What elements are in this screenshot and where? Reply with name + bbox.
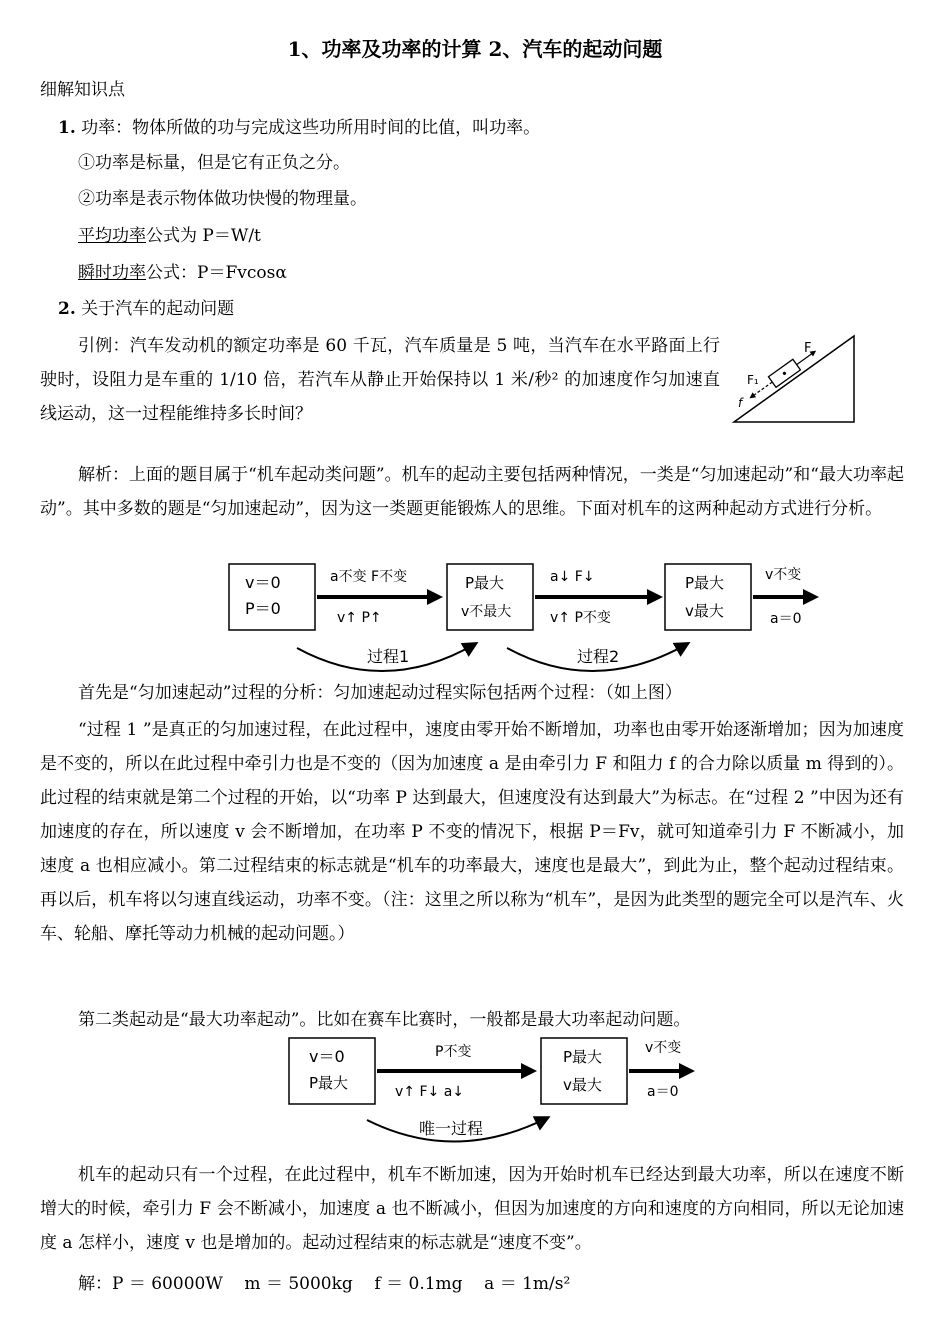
item1-number: 1. — [58, 118, 76, 138]
example-problem: 引例：汽车发动机的额定功率是 60 千瓦，汽车质量是 5 吨，当汽车在水平路面上行驶时，设阻力是车重的 1/10 倍，若汽车从静止开始保持以 1 米/秒² 的加速度作匀加速直线运动，这一过程能维持多长时间？ — [40, 336, 720, 424]
item2 — [58, 297, 234, 321]
box2-line2: v最大 — [563, 1076, 602, 1094]
item1 — [58, 116, 540, 140]
item2-text: 关于汽车的起动问题 — [81, 299, 235, 319]
average-power-formula — [78, 224, 261, 248]
arrow2-bottom: a＝0 — [647, 1084, 679, 1100]
arrow1-bottom: v↑ F↓ a↓ — [395, 1084, 465, 1100]
box2-line1: P最大 — [563, 1048, 603, 1066]
arrow1-bottom: v↑ P↑ — [337, 610, 382, 626]
average-power-term: 平均功率 — [78, 226, 146, 246]
first-analysis-paragraph: 首先是“匀加速起动”过程的分析：匀加速起动过程实际包括两个过程：（如上图） — [78, 683, 682, 703]
box3-line2: v最大 — [685, 602, 724, 620]
item1-point1: ①功率是标量，但是它有正负之分。 — [78, 153, 350, 173]
arrow1-top: a不变 F不变 — [330, 569, 408, 585]
arrow3-top: v不变 — [765, 567, 802, 583]
second-type-paragraph: 第二类起动是“最大功率起动”。比如在赛车比赛时，一般都是最大功率起动问题。 — [78, 1010, 691, 1030]
instant-power-formula — [78, 261, 287, 285]
process-diagram-1 — [225, 556, 825, 676]
friction-f-label: f — [738, 396, 743, 410]
page-title: 1、功率及功率的计算 2、汽车的起动问题 — [287, 37, 663, 61]
instant-power-term: 瞬时功率 — [78, 263, 146, 283]
process-diagram-2 — [285, 1034, 705, 1146]
only-process-label: 唯一过程 — [419, 1119, 484, 1138]
box1-line1: v＝0 — [309, 1047, 345, 1066]
process-paragraph: “过程 1 ”是真正的匀加速过程，在此过程中，速度由零开始不断增加，功率也由零开始逐渐增加；因为加速度是不变的，所以在此过程中牵引力也是不变的（因为加速度 a 是由牵引力 F 和阻力 f 的合力除以质量 m 得到的）。此过程的结束就是第二个过程的开始，以“功率 P 达到最大，但速度没有达到最大”为标志。在“过程 2 ”中因为还有加速度的存在，所以速度 v 会不断增加，在功率 P 不变的情况下，根据 P＝Fv，就可知道牵引力 F 不断减小，加速度 a 也相应减小。第二过程结束的标志就是“机车的功率最大，速度也是最大”，到此为止，整个起动过程结束。再以后，机车将以匀速直线运动，功率不变。（注：这里之所以称为“机车”，是因为此类型的题完全可以是汽车、火车、轮船、摩托等动力机械的起动问题。） — [40, 720, 904, 944]
incline-diagram — [730, 330, 860, 426]
box3-line1: P最大 — [685, 574, 725, 592]
box2-line1: P最大 — [465, 574, 505, 592]
box1-line2: P最大 — [309, 1074, 349, 1092]
item1-point2: ②功率是表示物体做功快慢的物理量。 — [78, 189, 367, 209]
arrow2-top: v不变 — [645, 1040, 682, 1056]
process2-label: 过程2 — [577, 647, 620, 666]
section-label: 细解知识点 — [40, 80, 125, 100]
instant-power-rest: 公式：P＝Fvcosα — [146, 263, 287, 283]
force-F-label: F — [804, 341, 812, 356]
single-process-paragraph: 机车的起动只有一个过程，在此过程中，机车不断加速，因为开始时机车已经达到最大功率，所以在速度不断增大的时候，牵引力 F 会不断减小，加速度 a 也不断减小，但因为加速度的方向和速度的方向相同，所以无论加速度 a 怎样小，速度 v 也是增加的。起动过程结束的标志就是“速度不变”。 — [40, 1165, 904, 1253]
average-power-rest: 公式为 P＝W/t — [146, 226, 261, 246]
arrow3-bottom: a＝0 — [770, 611, 802, 627]
box1-line2: P＝0 — [245, 599, 281, 618]
box1-line1: v＝0 — [245, 573, 281, 592]
item1-text: 功率：物体所做的功与完成这些功所用时间的比值，叫功率。 — [81, 118, 541, 138]
arrow2-bottom: v↑ P不变 — [550, 610, 611, 626]
arrow1-top: P不变 — [435, 1044, 472, 1060]
item2-number: 2. — [58, 299, 76, 319]
force-F1-label: F₁ — [747, 373, 759, 387]
analysis-paragraph: 解析：上面的题目属于“机车起动类问题”。机车的起动主要包括两种情况，一类是“匀加速起动”和“最大功率起动”。其中多数的题是“匀加速起动”，因为这一类题更能锻炼人的思维。下面对机车的这两种起动方式进行分析。 — [40, 465, 904, 519]
process1-label: 过程1 — [367, 647, 410, 666]
arrow2-top: a↓ F↓ — [550, 569, 595, 585]
box2-line2: v不最大 — [461, 604, 512, 620]
solution-line: 解：P ＝ 60000W m ＝ 5000kg f ＝ 0.1mg a ＝ 1m/s² — [78, 1274, 571, 1294]
